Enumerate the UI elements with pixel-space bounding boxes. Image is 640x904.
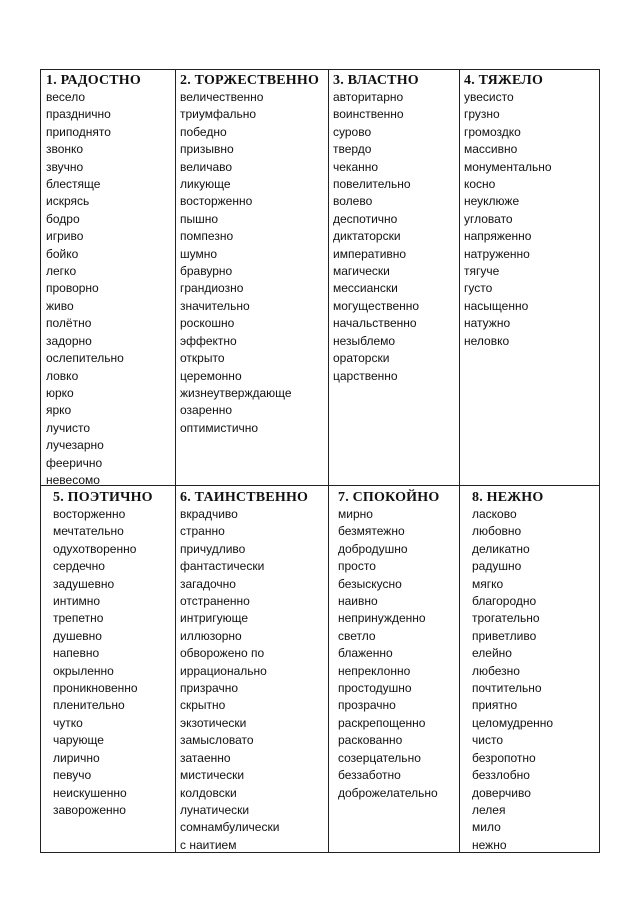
word-item: авторитарно (333, 90, 404, 104)
word-item: добродушно (338, 541, 408, 556)
word-item: просто (338, 559, 376, 574)
section-3 (328, 70, 459, 385)
section-6 (175, 487, 328, 854)
word-item: открыто (180, 351, 225, 366)
section-title: 2. ТОРЖЕСТВЕННО (180, 73, 320, 88)
word-item: нежно (472, 837, 507, 852)
word-item: безмятежно (338, 524, 405, 539)
word-item: императивно (333, 246, 407, 261)
word-item: раскованно (338, 733, 403, 748)
word-item: загадочно (180, 576, 236, 591)
word-item: чарующе (53, 733, 104, 748)
word-item: помпезно (180, 229, 234, 244)
word-item: чеканно (333, 159, 379, 174)
section-title: 8. НЕЖНО (472, 490, 544, 505)
word-item: трогательно (472, 611, 540, 626)
word-item: вкрадчиво (180, 507, 238, 521)
word-item: трепетно (53, 611, 104, 626)
word-item: звучно (46, 159, 84, 174)
word-item: беззлобно (472, 768, 530, 783)
word-item: колдовски (180, 785, 237, 800)
word-item: одухотворенно (53, 541, 137, 556)
word-list (333, 89, 459, 385)
word-item: насыщенно (464, 298, 529, 313)
word-item: созерцательно (338, 750, 421, 765)
word-item: лелея (472, 802, 506, 817)
word-item: фантастически (180, 559, 265, 574)
section-7 (328, 487, 459, 802)
word-item: величественно (180, 90, 264, 104)
word-list (472, 506, 599, 854)
word-item: лучезарно (46, 438, 104, 453)
word-item: звонко (46, 142, 84, 157)
word-list (180, 506, 328, 854)
word-list (180, 89, 328, 437)
word-item: восторженно (180, 194, 253, 209)
word-item: массивно (464, 142, 518, 157)
word-list (46, 89, 175, 489)
word-item: триумфально (180, 107, 257, 122)
word-item: доверчиво (472, 785, 531, 800)
word-item: лирично (53, 750, 100, 765)
word-item: искрясь (46, 194, 90, 209)
word-item: невесомо (46, 472, 100, 487)
word-item: шумно (180, 246, 218, 261)
word-item: восторженно (53, 507, 126, 521)
word-item: празднично (46, 107, 111, 122)
word-item: эффектно (180, 333, 237, 348)
word-item: иррационально (180, 663, 267, 678)
word-item: обворожено по (180, 646, 265, 661)
word-item: бравурно (180, 264, 233, 279)
word-item: грузно (464, 107, 500, 122)
word-item: грандиозно (180, 281, 244, 296)
word-item: блестяще (46, 177, 101, 192)
word-item: роскошно (180, 316, 235, 331)
word-item: беззаботно (338, 768, 401, 783)
word-item: мягко (472, 576, 504, 591)
word-item: скрытно (180, 698, 226, 713)
word-item: экзотически (180, 715, 247, 730)
word-item: напевно (53, 646, 100, 661)
word-item: угловато (464, 211, 513, 226)
word-item: задорно (46, 333, 92, 348)
word-item: волево (333, 194, 373, 209)
word-item: магически (333, 264, 390, 279)
word-item: безропотно (472, 750, 536, 765)
word-item: приветливо (472, 628, 537, 643)
word-item: мило (472, 820, 501, 835)
word-item: косно (464, 177, 496, 192)
word-item: певучо (53, 768, 92, 783)
word-item: приятно (472, 698, 518, 713)
word-item: феерично (46, 455, 103, 470)
word-item: победно (180, 124, 227, 139)
word-item: любезно (472, 663, 520, 678)
word-item: проворно (46, 281, 99, 296)
word-item: окрыленно (53, 663, 114, 678)
word-item: призрачно (180, 681, 239, 696)
word-item: легко (46, 264, 77, 279)
word-item: полётно (46, 316, 92, 331)
word-list (464, 89, 599, 350)
word-item: елейно (472, 646, 512, 661)
word-item: ликующе (180, 177, 231, 192)
word-item: воинственно (333, 107, 404, 122)
section-5 (41, 487, 175, 819)
word-item: ораторски (333, 351, 390, 366)
word-item: прозрачно (338, 698, 396, 713)
word-item: иллюзорно (180, 628, 242, 643)
word-item: целомудренно (472, 715, 554, 730)
word-item: величаво (180, 159, 233, 174)
word-item: сурово (333, 124, 372, 139)
word-item: монументально (464, 159, 552, 174)
word-item: незыблемо (333, 333, 396, 348)
word-item: призывно (180, 142, 234, 157)
word-item: душевно (53, 628, 102, 643)
word-item: ослепительно (46, 351, 124, 366)
word-item: диктаторски (333, 229, 401, 244)
word-item: ярко (46, 403, 72, 418)
word-item: твердо (333, 142, 372, 157)
word-item: мистически (180, 768, 245, 783)
word-item: напряженно (464, 229, 532, 244)
word-item: бодро (46, 211, 80, 226)
word-item: деспотично (333, 211, 398, 226)
word-item: проникновенно (53, 681, 138, 696)
word-item: странно (180, 524, 225, 539)
word-item: неуклюже (464, 194, 520, 209)
word-item: игриво (46, 229, 84, 244)
word-item: повелительно (333, 177, 411, 192)
word-item: юрко (46, 385, 74, 400)
word-item: начальственно (333, 316, 417, 331)
section-4 (459, 70, 599, 350)
word-item: громоздко (464, 124, 521, 139)
section-title: 1. РАДОСТНО (46, 73, 141, 88)
section-title: 5. ПОЭТИЧНО (53, 490, 153, 505)
word-item: непринужденно (338, 611, 426, 626)
word-item: лучисто (46, 420, 90, 435)
word-item: наивно (338, 594, 378, 609)
word-item: благородно (472, 594, 537, 609)
word-item: неловко (464, 333, 510, 348)
word-item: густо (464, 281, 493, 296)
word-item: сомнамбулически (180, 820, 280, 835)
word-item: простодушно (338, 681, 412, 696)
word-item: замысловато (180, 733, 254, 748)
word-item: царственно (333, 368, 398, 383)
word-item: могущественно (333, 298, 420, 313)
word-item: ласково (472, 507, 517, 521)
word-item: безыскусно (338, 576, 402, 591)
word-item: весело (46, 90, 85, 104)
section-title: 7. СПОКОЙНО (338, 490, 440, 505)
word-item: непреклонно (338, 663, 411, 678)
word-item: бойко (46, 246, 79, 261)
word-item: блаженно (338, 646, 393, 661)
word-item: живо (46, 298, 74, 313)
word-item: ловко (46, 368, 79, 383)
word-item: чутко (53, 715, 83, 730)
word-item: озаренно (180, 403, 232, 418)
word-item: мечтательно (53, 524, 124, 539)
word-item: пленительно (53, 698, 125, 713)
word-item: тягуче (464, 264, 500, 279)
word-item: затаенно (180, 750, 231, 765)
word-item: завороженно (53, 802, 126, 817)
word-item: жизнеутверждающе (180, 385, 292, 400)
word-item: отстраненно (180, 594, 250, 609)
word-item: оптимистично (180, 420, 259, 435)
word-list (53, 506, 175, 819)
word-item: пышно (180, 211, 219, 226)
word-item: приподнято (46, 124, 111, 139)
word-item: чисто (472, 733, 503, 748)
word-item: светло (338, 628, 376, 643)
word-item: мессиански (333, 281, 398, 296)
word-item: сердечно (53, 559, 105, 574)
word-item: деликатно (472, 541, 530, 556)
section-8 (459, 487, 599, 854)
section-title: 6. ТАИНСТВЕННО (180, 490, 309, 505)
word-list (338, 506, 459, 802)
word-item: доброжелательно (338, 785, 438, 800)
word-item: натруженно (464, 246, 530, 261)
section-title: 3. ВЛАСТНО (333, 73, 419, 88)
section-1 (41, 70, 175, 489)
word-item: натужно (464, 316, 511, 331)
word-item: лунатически (180, 802, 250, 817)
word-item: с наитием (180, 837, 237, 852)
word-item: радушно (472, 559, 522, 574)
section-title: 4. ТЯЖЕЛО (464, 73, 544, 88)
word-item: причудливо (180, 541, 246, 556)
word-item: церемонно (180, 368, 242, 383)
word-item: почтительно (472, 681, 542, 696)
word-item: увесисто (464, 90, 514, 104)
word-table (40, 69, 600, 853)
word-item: интимно (53, 594, 101, 609)
word-item: мирно (338, 507, 373, 521)
section-2 (175, 70, 328, 437)
word-item: раскрепощенно (338, 715, 426, 730)
word-item: неискушенно (53, 785, 127, 800)
word-item: любовно (472, 524, 522, 539)
word-item: интригующе (180, 611, 248, 626)
word-item: значительно (180, 298, 250, 313)
word-item: задушевно (53, 576, 115, 591)
